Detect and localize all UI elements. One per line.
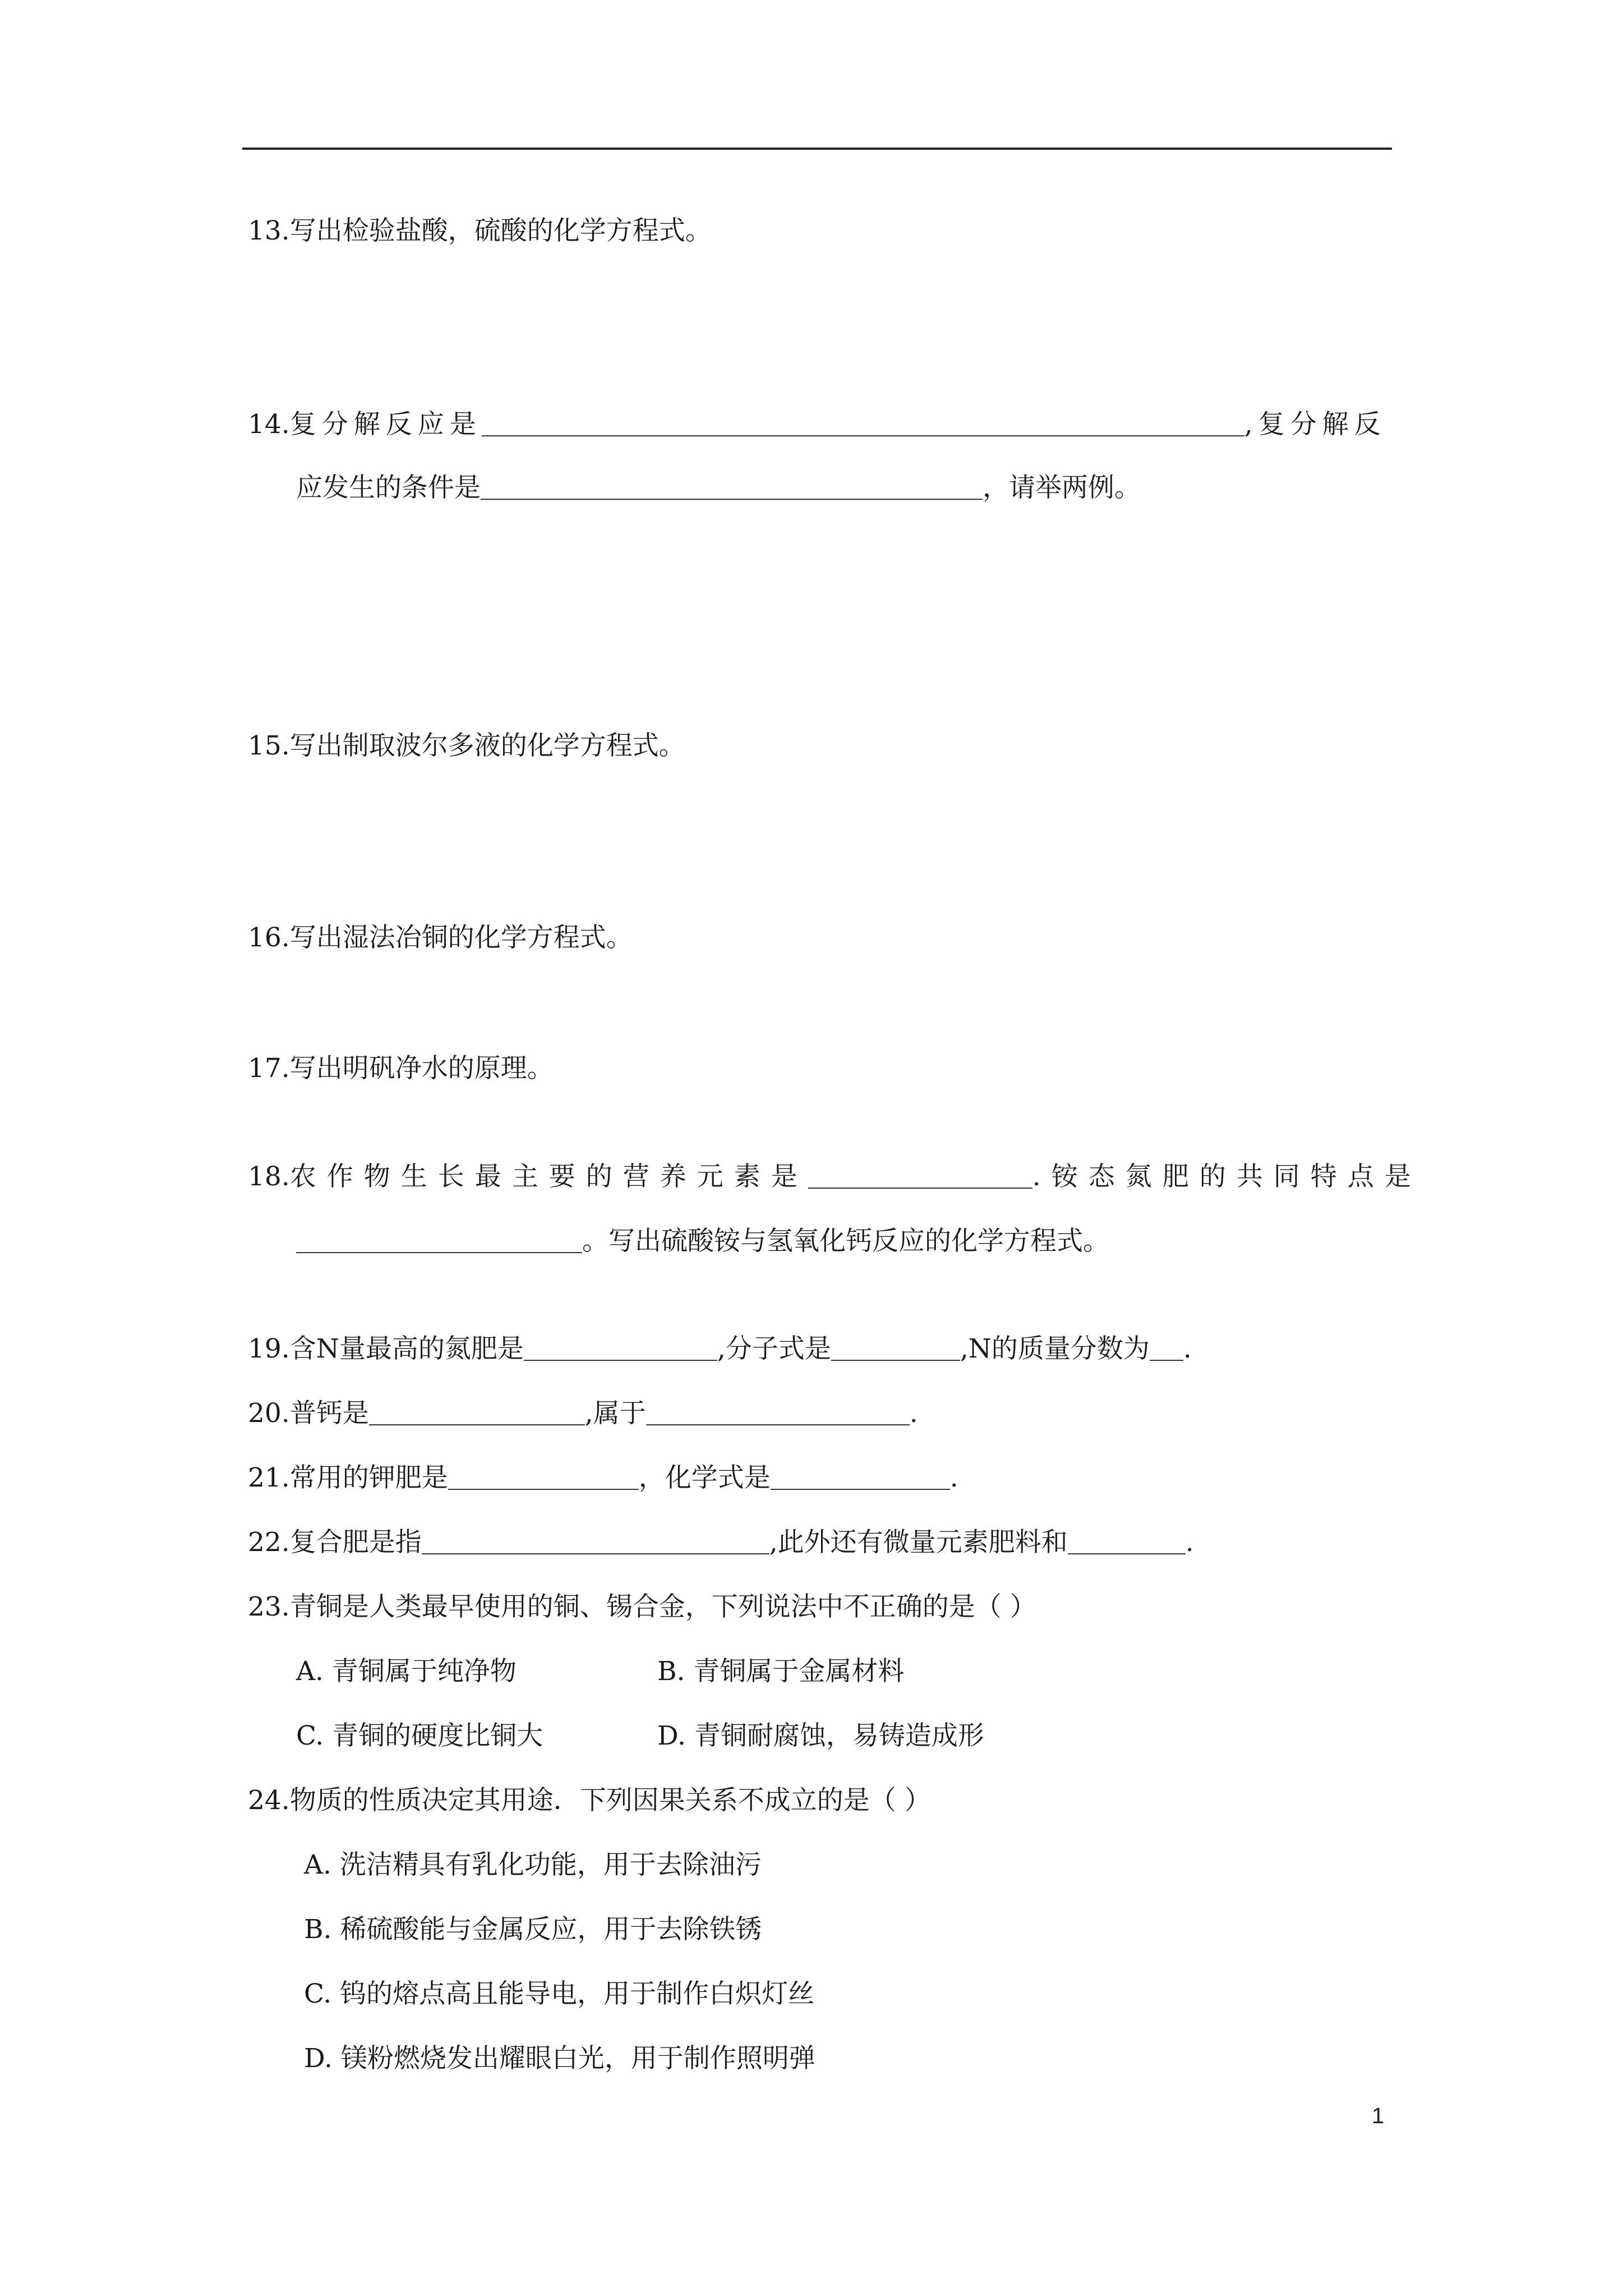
question-number: 13.	[248, 215, 290, 246]
question-text: 青铜是人类最早使用的铜、锡合金，下列说法中不正确的是（ ）	[289, 1591, 1036, 1622]
question-number: 21.	[248, 1462, 290, 1493]
question-23	[248, 1590, 1036, 1624]
option-a[interactable]: A. 洗洁精具有乳化功能，用于去除油污	[304, 1849, 762, 1880]
answer-blank[interactable]	[831, 1337, 960, 1361]
question-21: 21.常用的钾肥是 ，化学式是 .	[248, 1462, 958, 1493]
answer-blank[interactable]	[646, 1402, 910, 1425]
option-c[interactable]: C. 青铜的硬度比铜大	[296, 1720, 543, 1751]
answer-blank[interactable]	[771, 1466, 950, 1490]
question-text: 写出检验盐酸，硫酸的化学方程式。	[289, 215, 712, 246]
question-13	[248, 214, 712, 248]
answer-blank[interactable]	[448, 1466, 639, 1490]
question-text: 物质的性质决定其用途．下列因果关系不成立的是（ ）	[289, 1785, 931, 1816]
question-number: 15.	[248, 730, 290, 761]
answer-blank[interactable]	[481, 476, 983, 500]
question-17	[248, 1052, 554, 1085]
question-18-line-1: 18.农作物生长最主要的营养元素是 .铵态氮肥的共同特点是	[248, 1161, 1422, 1192]
question-number: 23.	[248, 1591, 290, 1622]
question-number: 18.	[248, 1161, 290, 1192]
question-14-line-2: 应发生的条件是 ，请举两例。	[296, 472, 1141, 503]
option-c[interactable]: C. 钨的熔点高且能导电，用于制作白炽灯丝	[304, 1978, 815, 2009]
question-16	[248, 921, 633, 955]
answer-blank[interactable]	[1068, 1531, 1186, 1554]
question-number: 14.	[248, 409, 290, 440]
answer-blank[interactable]	[524, 1337, 717, 1361]
question-18-line-2: 。写出硫酸铵与氢氧化钙反应的化学方程式。	[296, 1225, 1109, 1258]
option-b[interactable]: B. 稀硫酸能与金属反应，用于去除铁锈	[304, 1914, 762, 1945]
header-rule	[242, 148, 1392, 150]
option-b[interactable]: B. 青铜属于金属材料	[657, 1656, 905, 1687]
question-14-line-1: 14.复分解反应是 ,复分解反	[248, 409, 1386, 440]
answer-blank[interactable]	[422, 1531, 769, 1554]
question-15	[248, 729, 685, 763]
question-number: 16.	[248, 922, 290, 953]
question-number: 20.	[248, 1398, 290, 1429]
question-22: 22.复合肥是指 ,此外还有微量元素肥料和 .	[248, 1527, 1194, 1558]
option-d[interactable]: D. 青铜耐腐蚀，易铸造成形	[657, 1720, 984, 1751]
question-number: 24.	[248, 1785, 290, 1816]
answer-blank[interactable]	[296, 1230, 582, 1253]
answer-blank[interactable]	[482, 413, 1244, 436]
answer-blank[interactable]	[1150, 1337, 1183, 1361]
option-d[interactable]: D. 镁粉燃烧发出耀眼白光，用于制作照明弹	[304, 2043, 815, 2074]
question-number: 22.	[248, 1527, 290, 1558]
question-text: 写出制取波尔多液的化学方程式。	[289, 730, 685, 761]
question-20: 20.普钙是 ,属于 .	[248, 1398, 918, 1429]
answer-blank[interactable]	[808, 1165, 1032, 1189]
question-24	[248, 1784, 931, 1818]
question-number: 17.	[248, 1053, 290, 1084]
page-number: 1	[1372, 2104, 1385, 2128]
question-19: 19.含N量最高的氮肥是 ,分子式是 ,N的质量分数为 .	[248, 1333, 1192, 1364]
option-a[interactable]: A. 青铜属于纯净物	[296, 1656, 517, 1687]
answer-blank[interactable]	[369, 1402, 585, 1425]
question-text: 写出湿法冶铜的化学方程式。	[289, 922, 633, 953]
question-text: 写出明矾净水的原理。	[289, 1053, 554, 1084]
question-number: 19.	[248, 1333, 290, 1364]
